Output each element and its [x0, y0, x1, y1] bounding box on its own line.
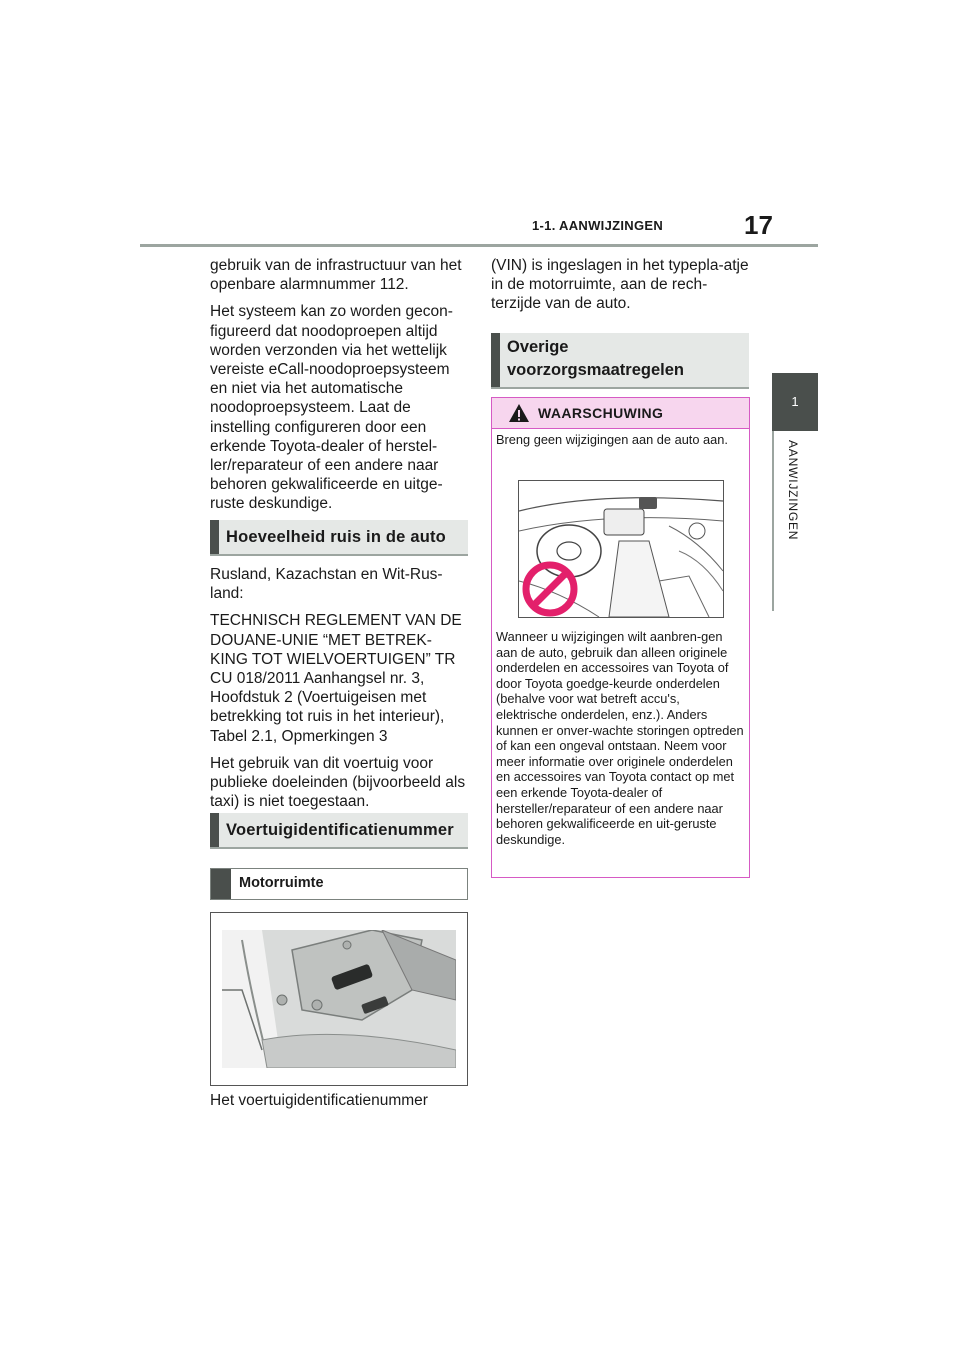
section-title: 1-1. AANWIJZINGEN — [532, 218, 664, 233]
header-rule — [140, 244, 818, 247]
photo-caption: Het voertuigidentificatienummer — [210, 1092, 428, 1109]
paragraph: Het systeem kan zo worden gecon-figureerd dat noodoproepen altijd worden verzonden via het wettelijk vereiste eCall-noodoproepsysteem en niet via het automatische noodoproepsysteem. Laat de instelling configureren door een erkende Toyota-dealer of herstel-ler/reparateur of een andere naar behoren gekwalificeerde en uitge-ruste deskundige. — [210, 303, 453, 513]
paragraph: TECHNISCH REGLEMENT VAN DE DOUANE-UNIE “MET BETREK-KING TOT WIELVOERTUIGEN” TR CU 018/2011 Aanhangsel nr. 3, Hoofdstuk 2 (Voertuigeisen met betrekking tot ruis in het interieur), Tabel 2.1, Opmerkingen 3 — [210, 612, 462, 745]
chapter-tab-line — [772, 431, 774, 611]
warning-title: WAARSCHUWING — [538, 405, 664, 421]
engine-bay-photo — [210, 912, 468, 1086]
precautions-heading — [491, 333, 749, 389]
heading-text: Hoeveelheid ruis in de auto — [226, 528, 446, 546]
subheading-text: Motorruimte — [239, 875, 324, 891]
heading-bar — [210, 520, 219, 554]
paragraph: Het gebruik van dit voertuig voor publieke doeleinden (bijvoorbeeld als taxi) is niet toegestaan. — [210, 754, 466, 811]
heading-text: Voertuigidentificatienummer — [226, 821, 454, 839]
engine-bay-illustration — [222, 930, 456, 1068]
vin-heading — [210, 813, 468, 849]
engine-bay-subheading — [210, 868, 468, 900]
noise-text — [210, 565, 468, 819]
heading-bar — [210, 813, 219, 847]
page-number: 17 — [744, 210, 773, 240]
left-intro — [210, 256, 468, 522]
warning-text-short: Breng geen wijzigingen aan de auto aan. — [496, 432, 728, 447]
warning-box — [491, 397, 750, 878]
right-intro: (VIN) is ingeslagen in het typepla-atje in de motorruimte, aan de rech-terzijde van de auto. — [491, 257, 749, 313]
heading-text-line1: Overige — [507, 338, 569, 356]
paragraph: gebruik van de infrastructuur van het openbare alarmnummer 112. — [210, 257, 462, 294]
warning-header — [492, 398, 749, 429]
chapter-tab[interactable] — [772, 373, 818, 431]
warning-triangle-icon — [508, 403, 530, 423]
chapter-label: AANWIJZINGEN — [786, 440, 800, 541]
chapter-number: 1 — [791, 394, 799, 409]
heading-bar — [491, 333, 500, 387]
prohibition-icon — [522, 561, 578, 617]
paragraph: Rusland, Kazachstan en Wit-Rus-land: — [210, 566, 443, 603]
subheading-bar — [211, 869, 231, 899]
warning-text-long: Wanneer u wijzigingen wilt aanbren-gen aan de auto, gebruik dan alleen originele onderdelen en accessoires van Toyota of door Toyota goedge-keurde onderdelen (behalve voor wat betreft accu's, elektrische onderdelen, enz.). Anders kunnen er onver-wachte storingen optreden of kan een ongeval ontstaan. Neem voor meer informatie over originele onderdelen en accessoires van Toyota contact op met een erkende Toyota-dealer of hersteller/reparateur of een andere naar behoren gekwalificeerde en uit-geruste deskundige. — [496, 629, 744, 847]
interior-illustration — [518, 480, 724, 618]
noise-heading — [210, 520, 468, 556]
heading-text-line2: voorzorgsmaatregelen — [507, 361, 684, 379]
